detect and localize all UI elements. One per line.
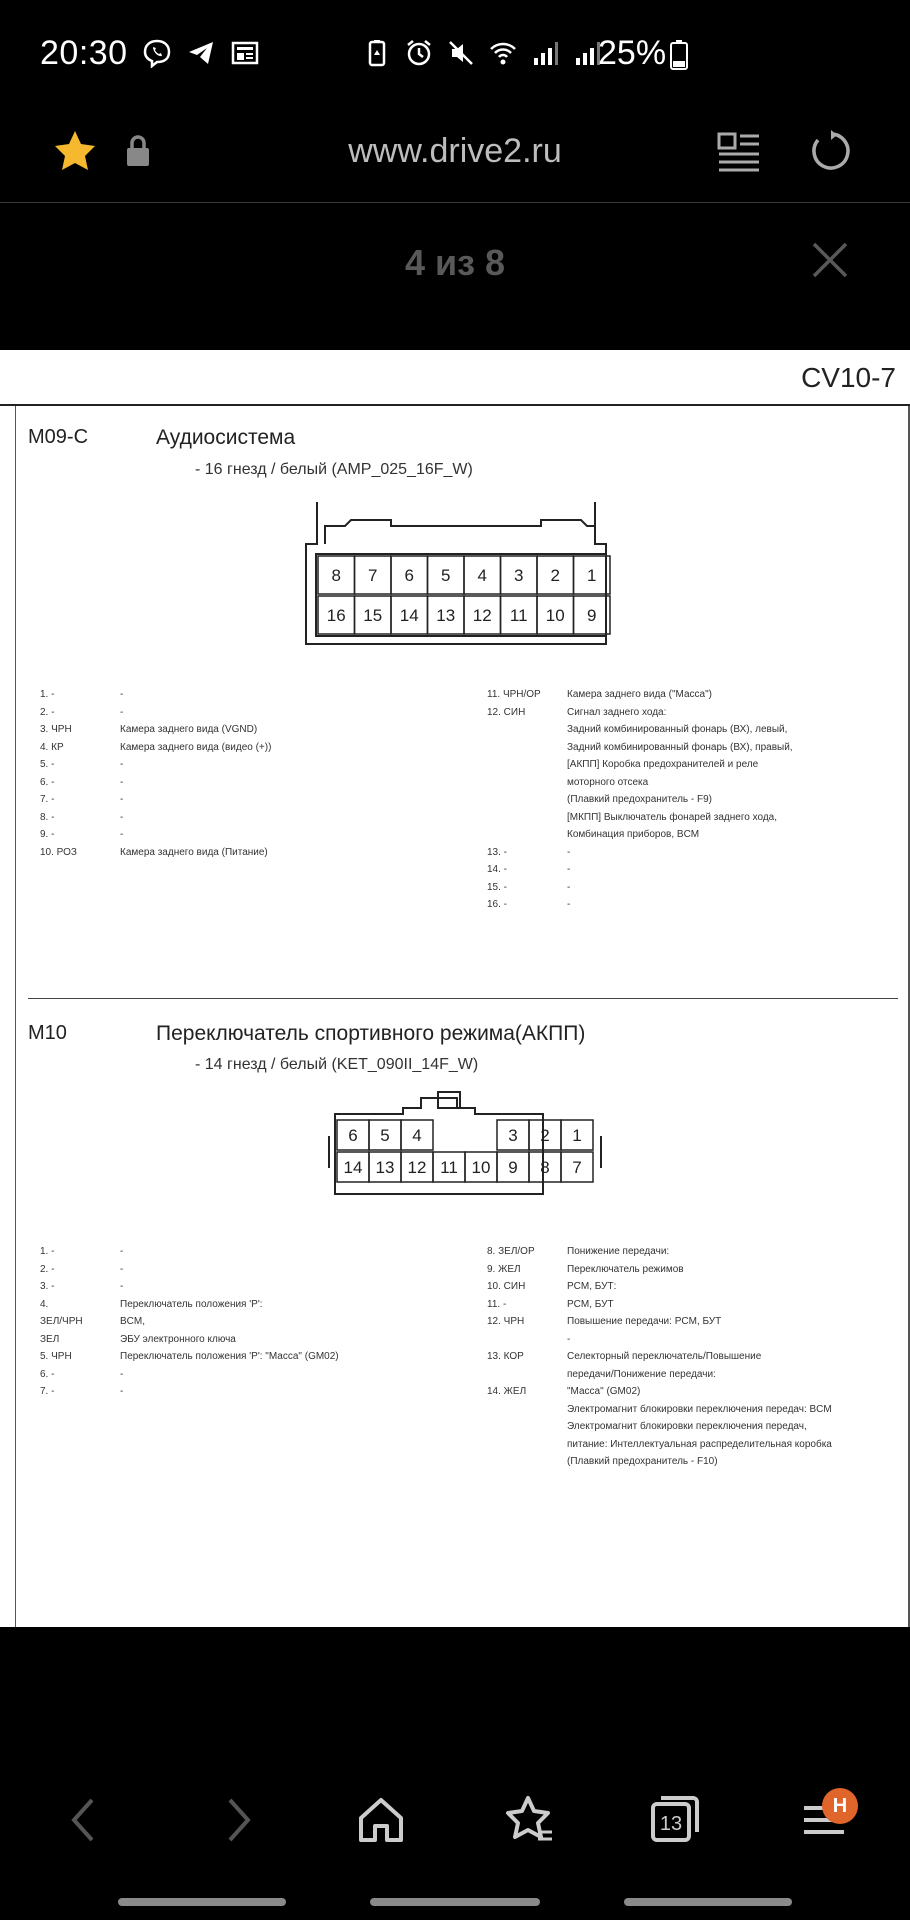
bottom-navigation [0, 1790, 910, 1870]
pin-description: - [567, 899, 571, 910]
pin-row [40, 1261, 339, 1279]
pin-number: 12. СИН [487, 706, 526, 718]
pin-description: PCM, БУТ [567, 1298, 614, 1310]
pin-list-right [487, 686, 793, 914]
tabs-icon[interactable] [645, 1790, 705, 1850]
connector-pin-label: 16 [326, 606, 346, 625]
pin-description: - [120, 1281, 124, 1292]
connector-pin-label: 9 [587, 606, 597, 625]
pin-number: 1. - [40, 689, 55, 700]
pin-row [487, 896, 793, 914]
pin-number: 13. - [487, 846, 508, 858]
pin-description: Камера заднего вида ("Масса") [567, 689, 712, 700]
connector-pin-label: 1 [572, 1126, 582, 1145]
document-image[interactable] [0, 350, 910, 1627]
pin-number: 11. - [487, 1298, 507, 1310]
pin-description: (Плавкий предохранитель - F10) [567, 1456, 718, 1467]
pin-row [487, 1278, 832, 1296]
pin-row [40, 1366, 339, 1384]
reload-icon[interactable] [808, 128, 854, 174]
pin-number: ЗЕЛ [40, 1333, 60, 1345]
pin-row [40, 1243, 339, 1261]
pin-number: 3. ЧРН [40, 724, 72, 735]
pin-number: 11. ЧРН/ОР [487, 689, 541, 700]
pin-row [40, 826, 271, 844]
pin-list-left [40, 686, 271, 861]
pin-number [487, 1418, 567, 1436]
pin-number: 8. - [40, 811, 55, 823]
pin-description: Камера заднего вида (VGND) [120, 724, 258, 735]
pin-description: [АКПП] Коробка предохранителей и реле [567, 759, 759, 770]
status-bar [0, 0, 910, 108]
pin-row [40, 791, 271, 809]
home-icon[interactable] [351, 1790, 411, 1850]
status-time: 20:30 [40, 34, 128, 72]
pin-description: - [120, 811, 124, 823]
pin-description: BCM, [120, 1316, 145, 1327]
pin-description: - [120, 759, 124, 770]
pin-description: - [120, 1246, 124, 1257]
pin-number [487, 1331, 567, 1349]
pin-row [487, 1453, 832, 1471]
pin-row [487, 1331, 832, 1349]
pin-description: (Плавкий предохранитель - F9) [567, 794, 713, 805]
pin-number [487, 739, 567, 757]
connector-pin-label: 3 [514, 566, 524, 585]
pin-number [487, 809, 567, 827]
pin-row [487, 1348, 832, 1366]
pin-row [40, 809, 271, 827]
pin-row [487, 774, 793, 792]
page-code: CV10-7 [801, 362, 896, 393]
pin-description: - [567, 1333, 571, 1345]
pin-description: Задний комбинированный фонарь (ВХ), левый, [567, 724, 788, 735]
connector-diagram-m09 [300, 498, 630, 648]
pin-row [487, 1401, 832, 1419]
image-counter: 4 из 8 [404, 242, 506, 283]
connector-pin-label: 15 [363, 606, 383, 625]
pin-row [487, 1383, 832, 1401]
pin-description: - [120, 829, 124, 840]
pin-number: ЗЕЛ/ЧРН [40, 1316, 83, 1327]
pin-number [487, 756, 567, 774]
pin-number [487, 1401, 567, 1419]
pin-description: Электромагнит блокировки переключения передач, [567, 1421, 807, 1432]
connector-pin-label: 6 [404, 566, 414, 585]
pin-row [487, 704, 793, 722]
connector-pin-label: 5 [380, 1126, 390, 1145]
pin-row [487, 721, 793, 739]
pin-description: Сигнал заднего хода: [567, 706, 667, 718]
pin-description: питание: Интеллектуальная распределительная коробка [567, 1438, 832, 1450]
pin-description: Электромагнит блокировки переключения передач: BCM [567, 1403, 832, 1415]
pin-number: 5. - [40, 759, 55, 770]
pin-number: 14. ЖЕЛ [487, 1386, 527, 1397]
connector-pin-label: 12 [407, 1158, 427, 1177]
connector-pin-label: 11 [440, 1158, 458, 1177]
pin-row [40, 1296, 339, 1314]
pin-number: 2. - [40, 706, 55, 718]
pin-number [487, 791, 567, 809]
connector-pin-label: 12 [472, 606, 492, 625]
pin-row [487, 826, 793, 844]
pin-number: 6. - [40, 1368, 55, 1380]
pin-row [487, 1366, 832, 1384]
pin-description: Задний комбинированный фонарь (ВХ), правый, [567, 741, 793, 753]
pin-description: PCM, БУТ: [567, 1281, 617, 1292]
pin-number: 8. ЗЕЛ/ОР [487, 1246, 535, 1257]
signal-icon [530, 38, 560, 68]
telegram-icon [186, 38, 216, 68]
pin-number: 12. ЧРН [487, 1316, 525, 1327]
pin-number [487, 774, 567, 792]
pin-number: 2. - [40, 1263, 55, 1275]
battery-icon [670, 40, 688, 70]
section-code: M10 [28, 1022, 67, 1044]
pin-description: - [120, 689, 124, 700]
pin-row [487, 844, 793, 862]
pin-description: [МКПП] Выключатель фонарей заднего хода, [567, 811, 777, 823]
pin-number: 1. - [40, 1246, 55, 1257]
pin-row [487, 686, 793, 704]
pin-description: - [120, 1386, 124, 1397]
pin-number: 7. - [40, 1386, 55, 1397]
pin-row [487, 1296, 832, 1314]
connector-pin-label: 14 [399, 606, 419, 625]
viber-icon [142, 38, 172, 68]
pin-description: передачи/Понижение передачи: [567, 1368, 716, 1380]
pin-description: - [567, 846, 571, 858]
pin-number: 10. РОЗ [40, 846, 77, 858]
connector-pin-label: 10 [545, 606, 565, 625]
connector-pin-label: 8 [540, 1158, 550, 1177]
pin-row [487, 1313, 832, 1331]
connector-pin-label: 6 [348, 1126, 358, 1145]
pin-description: - [120, 1368, 124, 1380]
close-icon[interactable] [810, 240, 850, 280]
connector-pin-label: 3 [508, 1126, 518, 1145]
pin-description: Переключатель режимов [567, 1263, 684, 1275]
battery-saver-icon [362, 38, 392, 68]
gesture-bar[interactable] [118, 1898, 286, 1906]
notification-badge: H [822, 1788, 858, 1824]
pin-row [40, 686, 271, 704]
gallery-header [0, 204, 910, 350]
divider [0, 404, 910, 406]
browser-toolbar [0, 108, 910, 203]
pin-number: 9. ЖЕЛ [487, 1263, 521, 1275]
pin-description: "Масса" (GM02) [567, 1386, 641, 1397]
gesture-bar[interactable] [370, 1898, 540, 1906]
pin-number [487, 826, 567, 844]
pin-row [40, 1331, 339, 1349]
connector-diagram-m10 [325, 1090, 605, 1205]
pin-row [487, 1418, 832, 1436]
connector-pin-label: 14 [343, 1158, 363, 1177]
pin-description: Переключатель положения 'P': [120, 1298, 263, 1310]
pin-description: - [120, 706, 124, 718]
pin-description: Камера заднего вида (видео (+)) [120, 741, 272, 753]
section-code: M09-C [28, 426, 89, 448]
pin-row [40, 739, 271, 757]
pin-row [487, 809, 793, 827]
mute-icon [446, 38, 476, 68]
battery-percent: 25% [598, 34, 667, 72]
pin-number: 4. КР [40, 741, 64, 753]
pin-number: 3. - [40, 1281, 55, 1292]
pin-number: 16. - [487, 899, 508, 910]
pin-row [40, 721, 271, 739]
pin-description: Камера заднего вида (Питание) [120, 846, 268, 858]
connector-pin-label: 5 [441, 566, 451, 585]
section-subtitle: - 14 гнезд / белый (KET_090II_14F_W) [195, 1056, 479, 1073]
pin-row [40, 1278, 339, 1296]
pin-row [487, 1436, 832, 1454]
alarm-icon [404, 38, 434, 68]
pin-description: Повышение передачи: PCM, БУТ [567, 1316, 722, 1327]
notification-icons [142, 38, 260, 68]
pin-row [487, 1261, 832, 1279]
pin-list-left [40, 1243, 339, 1401]
pin-number [487, 721, 567, 739]
section-title: Аудиосистема [156, 426, 296, 449]
pin-number: 15. - [487, 881, 508, 893]
pin-number: 7. - [40, 794, 55, 805]
connector-pin-label: 11 [509, 606, 528, 625]
pin-number: 9. - [40, 829, 55, 840]
pin-description: - [120, 794, 124, 805]
connector-pin-label: 4 [412, 1126, 422, 1145]
connector-pin-label: 7 [368, 566, 378, 585]
divider [28, 998, 898, 999]
pin-row [487, 739, 793, 757]
connector-pin-label: 4 [477, 566, 487, 585]
system-icons [362, 38, 602, 68]
pin-number: 10. СИН [487, 1281, 526, 1292]
pin-number: 13. КОР [487, 1351, 524, 1362]
gesture-bar[interactable] [624, 1898, 792, 1906]
forward-icon[interactable] [206, 1790, 266, 1850]
pin-number [487, 1366, 567, 1384]
pin-row [40, 1383, 339, 1401]
pin-list-right [487, 1243, 832, 1471]
pin-number [487, 1453, 567, 1471]
url-text[interactable]: www.drive2.ru [348, 132, 562, 170]
tabs-count: 13 [659, 1813, 683, 1835]
pin-number: 5. ЧРН [40, 1351, 72, 1362]
section-title: Переключатель спортивного режима(АКПП) [156, 1022, 586, 1045]
pin-row [40, 1313, 339, 1331]
pin-description: - [567, 864, 571, 875]
connector-pin-label: 1 [587, 566, 597, 585]
connector-pin-label: 13 [436, 606, 456, 625]
pin-number: 6. - [40, 776, 55, 788]
pin-row [40, 704, 271, 722]
connector-pin-label: 2 [550, 566, 560, 585]
pin-row [487, 756, 793, 774]
pin-row [487, 861, 793, 879]
connector-pin-label: 8 [331, 566, 341, 585]
pin-description: Комбинация приборов, BCM [567, 829, 700, 840]
connector-pin-label: 9 [508, 1158, 518, 1177]
pin-description: - [120, 1263, 124, 1275]
bookmark-star-icon[interactable] [498, 1790, 558, 1850]
connector-pin-label: 10 [471, 1158, 491, 1177]
pin-description: ЭБУ электронного ключа [120, 1333, 236, 1345]
pin-row [487, 1243, 832, 1261]
pin-description: Переключатель положения 'P': "Масса" (GM02) [120, 1351, 339, 1362]
pin-description: Селекторный переключатель/Повышение [567, 1351, 762, 1362]
pin-number: 4. [40, 1298, 49, 1310]
section-subtitle: - 16 гнезд / белый (AMP_025_16F_W) [195, 461, 473, 478]
news-icon [230, 38, 260, 68]
connector-pin-label: 7 [572, 1158, 582, 1177]
pin-description: моторного отсека [567, 776, 649, 788]
pin-description: Понижение передачи: [567, 1246, 670, 1257]
wifi-icon [488, 38, 518, 68]
pin-row [40, 844, 271, 862]
connector-pin-label: 2 [540, 1126, 550, 1145]
pin-row [40, 774, 271, 792]
divider [15, 406, 16, 1627]
pin-number [487, 1436, 567, 1454]
reader-mode-icon[interactable] [716, 128, 762, 174]
back-icon[interactable] [56, 1790, 116, 1850]
pin-row [40, 756, 271, 774]
pin-description: - [567, 881, 571, 893]
pin-description: - [120, 776, 124, 788]
pin-row [487, 879, 793, 897]
pin-row [487, 791, 793, 809]
pin-row [40, 1348, 339, 1366]
connector-pin-label: 13 [375, 1158, 395, 1177]
pin-number: 14. - [487, 864, 508, 875]
